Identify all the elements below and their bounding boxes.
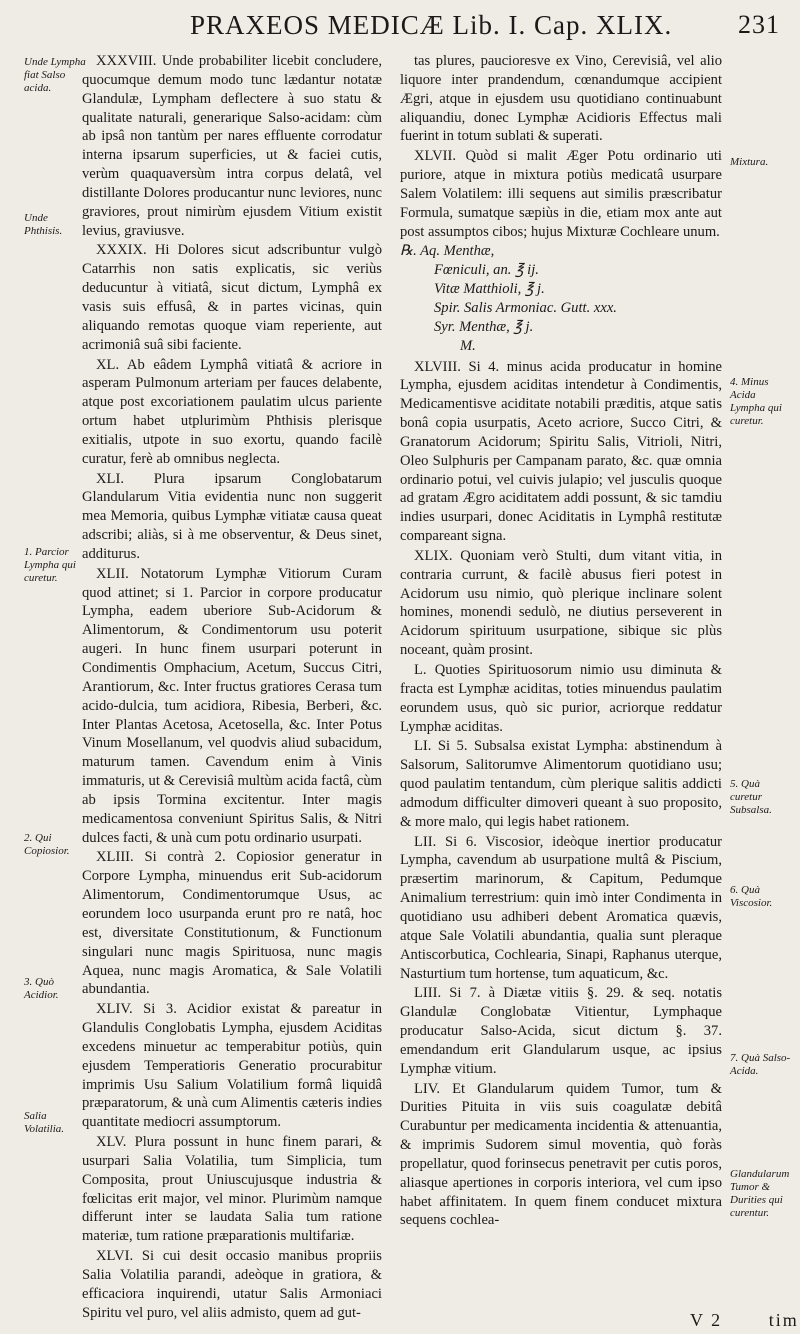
margin-note: 5. Quà curetur Subsalsa. bbox=[730, 778, 772, 816]
recipe-block bbox=[400, 242, 722, 355]
paragraph-52: LII. Si 6. Viscosior, ideòque inertior producatur Lympha, cavendum ab usurpatione multâ & Piscium, præsertim marinorum, & Capitum, Pedumque Animalium terrestrium: quin imò inter Condimenta in quotidiano usu adhiberi debent Aromatica quævis, atque Sale Volatili abundantia, qualia sunt pleraque Antiscorbutica, Cochlearia, Sinapi, Raphanus uterque, Nasturtium tum hortense, tum aquaticum, &c. bbox=[400, 833, 722, 982]
paragraph-46: XLVI. Si cui desit occasio manibus propriis Salia Volatilia parandi, adeòque in gratiora, & efficaciora inquirendi, utatur Salis Armoniaci Spiritu vel puro, vel aliis admisto, quem ad gut- bbox=[82, 1248, 382, 1321]
paragraph-51: LI. Si 5. Subsalsa existat Lympha: abstinendum à Salsorum, Salitorumve Alimentorum quotidiano usu; quod paulatim tentandum, cùm plerique salitis addicti admodum difficulter dimoveri queant à suo proposito, & more malo, qui legis habet rationem. bbox=[400, 738, 722, 830]
page-number: 231 bbox=[738, 10, 780, 39]
paragraph-38: XXXVIII. Unde probabiliter licebit concludere, quocumque demum modo tunc lædantur notatæ Glandulæ, Lympham deflectere à suo statu & qualitate naturali, generarique Salso-acidam: cùm ab ipsâ non tantùm per nares effluente corrodatur interna ipsarum superficies, ut & faciei cutis, verùm quaquaversùm intra corpus delatâ, vel distillante Dolores producantur nunc leviores, nunc graviores, prout nimirùm ejusdem Vitium existit levius, graviusve. bbox=[82, 53, 382, 239]
paragraph-42: XLII. Notatorum Lymphæ Vitiorum Curam quod attinet; si 1. Parcior in corpore producatur Lympha, eadem uberiore Sub-Acidorum & Alimentorum, & Condimentorum usu poterit augeri. In hunc finem usurpari poterunt in Condimentis Omphacium, Acetum, Succus Citri, Arantiorum, &c. Inter fructus gratiores Cerasa tum acido-dulcia, tum acidiora, Ribesia, Berberi, &c. Inter Plantas Acetosa, Acetosella, &c. Inter Potus Vinum Mosellanum, vel quodvis aliud subacidum, maturum tamen. Cavendum enim à Vinis immaturis, ut & Cerevisiâ multùm acida factâ, cùm ab ipsis Tormina excitentur. Inter magis medicamentosa conveniunt Spiritus Salis, & Nitri dulces facti, & unà cum potu ordinario usurpati. bbox=[82, 565, 382, 846]
margin-note: 7. Quà Salso-Acida. bbox=[730, 1052, 791, 1077]
paragraph-47: XLVII. Quòd si malit Æger Potu ordinario uti puriore, atque in mixtura potiùs medicatâ usurpare Salem Volatilem: illi sequens aut similis præscribatur Formula, sumatque sæpiùs in die, etiam mox ante aut post assumptos cibos; hujus Mixturæ Cochleare unum. bbox=[400, 148, 722, 240]
paragraph-40: XL. Ab eâdem Lymphâ vitiatâ & acriore in asperam Pulmonum arteriam per fauces delabente, atque post excoriationem paulatim ulcus pariente ortum habet utplurimùm Phthisis plerisque exitialis, utpote in suo exortu, quando facilè curatur, ferè ab omnibus neglecta. bbox=[82, 356, 382, 467]
paragraph-45: XLV. Plura possunt in hunc finem parari, & usurpari Salia Volatilia, tum Simplicia, tum Composita, prout Uniuscujusque industria & fœlicitas erit major, vel minor. Plurimùm namque differunt inter se laudata Salia tum ratione materiæ, tum ratione præparationis multifariæ. bbox=[82, 1134, 382, 1245]
signature-mark: V 2 bbox=[690, 1310, 723, 1330]
margin-note: 3. Quò Acidior. bbox=[24, 976, 59, 1001]
left-column bbox=[82, 52, 382, 1322]
paragraph-43: XLIII. Si contrà 2. Copiosior generatur in Corpore Lympha, minuendus erit Sub-acidorum Alimentorum, Condimentorumque Usus, ac eorundem loco usurpanda erunt pro re natâ, hoc est, diversitate Constitutionum, & Functionum singulari nunc magis Spirituosa, nunc magis Aquea, nunc magis Aromatica, & Sale Volatili abundantia. bbox=[82, 849, 382, 998]
paragraph-44: XLIV. Si 3. Acidior existat & pareatur in Glandulis Conglobatis Lympha, ejusdem Aciditas excedens minuetur ac temperabitur potiùs, quin ejusdem Temperatioris Generatio procurabitur imprimis Usu Salium Volatilium formâ liquidâ præparatorum, & unà cum Alimentis cæteris indies quantitate mediocri assumptorum. bbox=[82, 1001, 382, 1131]
margin-note: Unde Lympha fiat Salso acida. bbox=[24, 56, 86, 94]
page-footer bbox=[690, 1310, 799, 1331]
margin-note: Unde Phthisis. bbox=[24, 212, 63, 237]
right-column bbox=[400, 52, 722, 1322]
recipe-line: Spir. Salis Armoniac. Gutt. xxx. bbox=[434, 299, 617, 316]
recipe-line: Fœniculi, an. ℥ ij. bbox=[434, 262, 539, 279]
margin-note: Mixtura. bbox=[730, 156, 769, 168]
paragraph-54: LIV. Et Glandularum quidem Tumor, tum & Durities Pituita in viis suis coagulatæ debitâ Curabuntur per medicamenta incidentia & attenuantia, & imprimis Sudorem simul moventia, quò foràs propellatur, quod forinsecus penetravit per cutis poros, aliasque apertiones in corporis interiora, vel cum ipso habet affinitatem. In quem finem conducet mixtura sequens cochlea- bbox=[400, 1080, 722, 1229]
header-title: PRAXEOS MEDICÆ Lib. I. Cap. XLIX. bbox=[190, 10, 673, 40]
paragraph-48: XLVIII. Si 4. minus acida producatur in homine Lympha, ejusdem aciditas intendetur à Condimentis, Medicamentisve aciditate notabili præditis, atque satis bonâ copia usurpatis, Aceto acriore, Succo Citri, & Granatorum Acidorum; Spiritu Salis, Vitrioli, Nitri, Oleo Sulphuris per Campanam parato, &c. quæ omnia ordinario potui, vel cuivis julapio; vel jusculis quoque ad gratam Ægro aciditatem addi possunt, & sic tamdiu indies usurpari, donec Aciditatis in Lymphâ restitutæ compareant signa. bbox=[400, 358, 722, 545]
recipe-line: Syr. Menthæ, ℥ j. bbox=[434, 318, 534, 335]
paragraph-39: XXXIX. Hi Dolores sicut adscribuntur vulgò Catarrhis non satis explicatis, sic veriùs deducuntur à vitiatâ, sicut dictum, Lymphâ ex vasis suis effusâ, & in partes vicinas, quin aliquando remotas quoque viam reperiente, aut acrimoniâ suâ sibi faciente. bbox=[82, 242, 382, 353]
recipe-line: ℞. Aq. Menthæ, bbox=[400, 243, 495, 260]
margin-note: 1. Parcior Lympha qui curetur. bbox=[24, 546, 76, 584]
margin-note: Salia Volatilia. bbox=[24, 1110, 65, 1135]
paragraph-53: LIII. Si 7. à Diætæ vitiis §. 29. & seq. notatis Glandulæ Conglobatæ Vitientur, Lymphaque producatur Salso-Acida, sicut dictum §. 37. emendandum erit Glandularum usque, ac ipsius Lymphæ vitium. bbox=[400, 985, 722, 1077]
paragraph-41: XLI. Plura ipsarum Conglobatarum Glandularum Vitia evidentia nunc non suggerit mea Memoria, quibus Lymphæ vitiatæ causa queat adscribi; aliàs, si à me observentur, & Deus sinet, additurus. bbox=[82, 470, 382, 562]
margin-note: 2. Qui Copiosior. bbox=[24, 832, 70, 857]
margin-note: 6. Quà Viscosior. bbox=[730, 884, 773, 909]
margin-note: 4. Minus Acida Lympha qui curetur. bbox=[730, 376, 782, 427]
recipe-line: M. bbox=[460, 337, 476, 354]
paragraph-49: XLIX. Quoniam verò Stulti, dum vitant vitia, in contraria currunt, & facilè abusus fieri potest in Acidorum usu nimio, quò plerique inclinare solent homines, monendi sedulò, ne diutius perseverent in Acidorum spirituum usurpatione, sibique sic plùs noceant, quàm prosint. bbox=[400, 547, 722, 659]
running-header bbox=[190, 10, 780, 44]
margin-note: Glandularum Tumor & Durities qui curentur. bbox=[730, 1168, 790, 1219]
paragraph-46-cont: tas plures, paucioresve ex Vino, Cerevisiâ, vel alio liquore inter prandendum, cœnandumque accipient Ægri, atque in ejusdem usu quotidiano continuabunt aliquandiu, donec Lymphæ Acidioris Effectus mali fuerint in totum sublati & superati. bbox=[400, 53, 722, 145]
paragraph-50: L. Quoties Spirituosorum nimio usu diminuta & fracta est Lymphæ aciditas, toties minuendus paulatim eorundem usus, quò sic purior, acriorque reddatur Lymphæ aciditas. bbox=[400, 662, 722, 735]
catchword: tim bbox=[768, 1310, 799, 1330]
recipe-line: Vitæ Matthioli, ℥ j. bbox=[434, 281, 545, 298]
